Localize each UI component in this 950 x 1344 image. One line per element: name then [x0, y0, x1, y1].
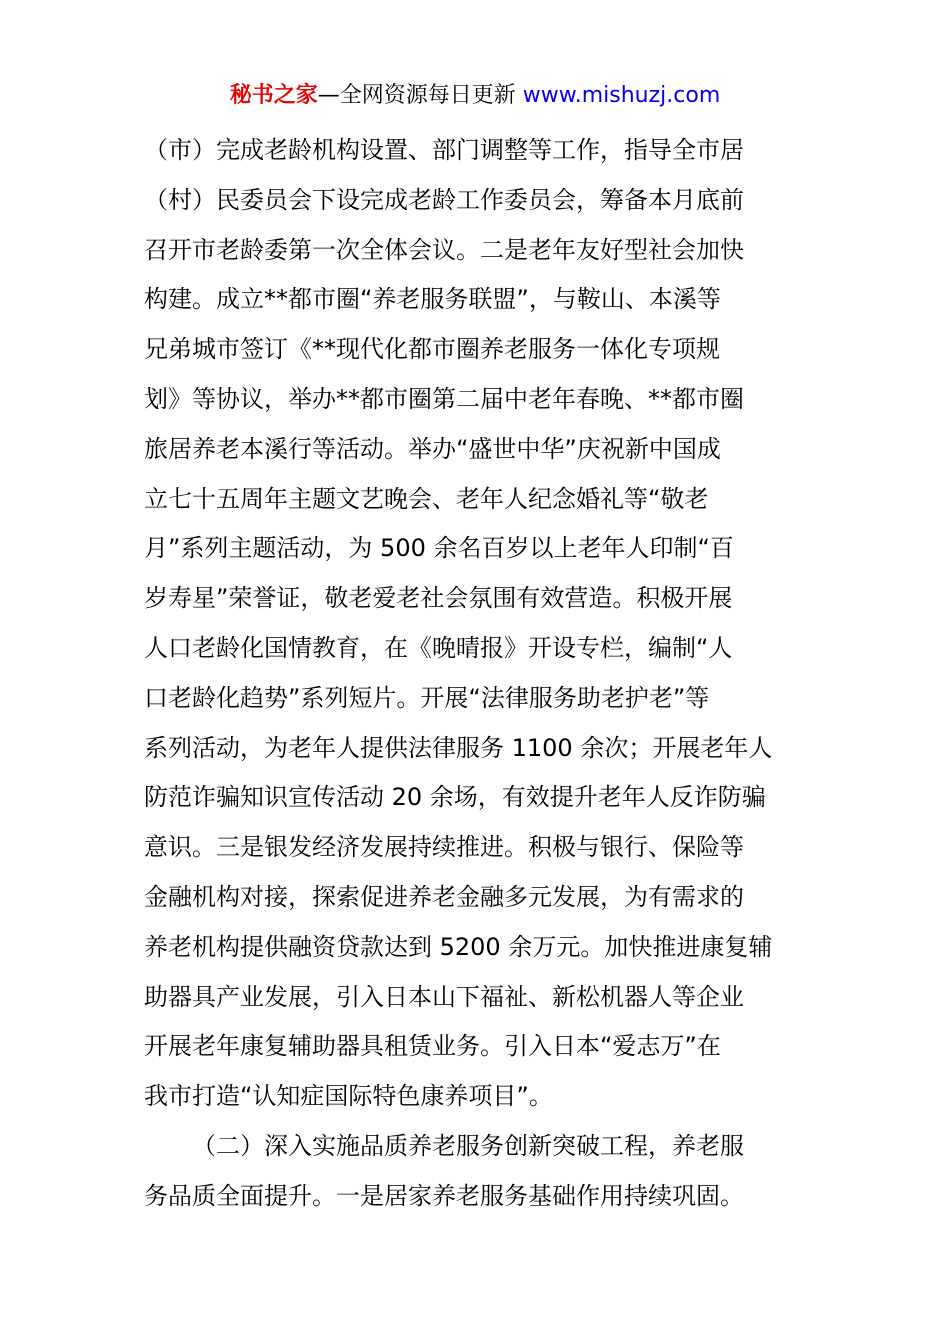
paragraph-line: 人口老龄化国情教育，在《晚晴报》开设专栏，编制“人 [144, 633, 733, 662]
site-brand: 秘书之家 [229, 83, 318, 108]
site-header [0, 80, 950, 112]
paragraph-line: 金融机构对接，探索促进养老金融多元发展，为有需求的 [144, 882, 744, 911]
paragraph-line: 月”系列主题活动，为 500 余名百岁以上老年人印制“百 [144, 534, 734, 563]
document-body [144, 126, 814, 1222]
paragraph-line: 系列活动，为老年人提供法律服务 1100 余次；开展老年人 [144, 733, 773, 762]
paragraph-line: 我市打造“认知症国际特色康养项目”。 [144, 1082, 553, 1111]
section-heading-line: （二）深入实施品质养老服务创新突破工程，养老服 [192, 1131, 744, 1160]
paragraph-line: 口老龄化趋势”系列短片。开展“法律服务助老护老”等 [144, 683, 710, 712]
paragraph-line: 旅居养老本溪行等活动。举办“盛世中华”庆祝新中国成 [144, 434, 721, 463]
paragraph-line: 划》等协议，举办**都市圈第二届中老年春晚、**都市圈 [144, 384, 744, 413]
site-url-link[interactable]: www.mishuzj.com [522, 83, 721, 108]
paragraph-line: 岁寿星”荣誉证，敬老爱老社会氛围有效营造。积极开展 [144, 584, 733, 613]
paragraph-line: 意识。三是银发经济发展持续推进。积极与银行、保险等 [144, 833, 744, 862]
paragraph-line: 务品质全面提升。一是居家养老服务基础作用持续巩固。 [144, 1181, 744, 1210]
paragraph-line: 助器具产业发展，引入日本山下福祉、新松机器人等企业 [144, 982, 744, 1011]
paragraph-line: 兄弟城市签订《**现代化都市圈养老服务一体化专项规 [144, 335, 720, 364]
paragraph-line: 构建。成立**都市圈“养老服务联盟”，与鞍山、本溪等 [144, 285, 721, 314]
site-tagline: —全网资源每日更新 [317, 83, 523, 108]
paragraph-line: 立七十五周年主题文艺晚会、老年人纪念婚礼等“敬老 [144, 484, 709, 513]
paragraph-line: 开展老年康复辅助器具租赁业务。引入日本“爱志万”在 [144, 1032, 721, 1061]
paragraph-line: 防范诈骗知识宣传活动 20 余场，有效提升老年人反诈防骗 [144, 783, 766, 812]
paragraph-line: 召开市老龄委第一次全体会议。二是老年友好型社会加快 [144, 235, 744, 264]
paragraph-line: （村）民委员会下设完成老龄工作委员会，筹备本月底前 [144, 185, 744, 214]
paragraph-line: 养老机构提供融资贷款达到 5200 余万元。加快推进康复辅 [144, 932, 773, 961]
paragraph-line: （市）完成老龄机构设置、部门调整等工作，指导全市居 [144, 136, 744, 164]
